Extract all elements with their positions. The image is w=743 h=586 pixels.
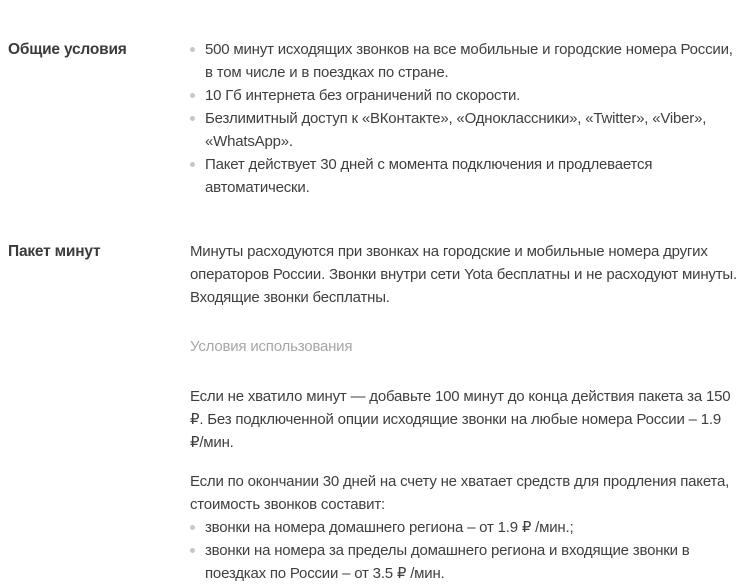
list-item xyxy=(190,107,738,153)
list-item xyxy=(190,84,738,107)
paragraph-minutes-usage: Минуты расходуются при звонках на городские и мобильные номера других операторов России. Звонки внутри сети Yota бесплатны и не расходуют минуты. Входящие звонки бесплатны. xyxy=(190,243,737,306)
bullet-icon xyxy=(190,116,195,121)
bullet-icon xyxy=(190,162,195,167)
subheading-usage-terms: Условия использования xyxy=(190,338,353,355)
section-heading-minutes: Пакет минут xyxy=(8,243,101,260)
section-minutes-package xyxy=(8,240,743,585)
section-heading-general: Общие условия xyxy=(8,41,127,58)
list-item-text: звонки на номера за пределы домашнего региона и входящие звонки в поездках по России – от 3.5 ₽ /мин. xyxy=(205,542,690,582)
list-item-text: Пакет действует 30 дней с момента подключения и продлевается автоматически. xyxy=(205,156,653,196)
bullet-icon xyxy=(190,548,195,553)
bullet-icon xyxy=(190,47,195,52)
general-conditions-content xyxy=(190,38,738,199)
list-item-text: 500 минут исходящих звонков на все мобильные и городские номера России, в том числе и в поездках по стране. xyxy=(205,41,733,81)
list-item xyxy=(190,516,738,539)
bullet-icon xyxy=(190,525,195,530)
paragraph-add-minutes-option: Если не хватило минут — добавьте 100 минут до конца действия пакета за 150 ₽. Без подключенной опции исходящие звонки на любые номера России – 1.9 ₽/мин. xyxy=(190,388,731,451)
list-item xyxy=(190,38,738,84)
minutes-package-content xyxy=(190,240,738,585)
list-item-text: звонки на номера домашнего региона – от 1.9 ₽ /мин.; xyxy=(205,519,574,536)
list-item-text: Безлимитный доступ к «ВКонтакте», «Одноклассники», «Twitter», «Viber», «WhatsApp». xyxy=(205,110,707,150)
list-item xyxy=(190,539,738,585)
paragraph-renewal-conditions: Если по окончании 30 дней на счету не хватает средств для продления пакета, стоимость звонков составит: xyxy=(190,473,730,513)
general-conditions-list xyxy=(190,38,738,199)
call-rates-list xyxy=(190,516,738,585)
list-item-text: 10 Гб интернета без ограничений по скорости. xyxy=(205,87,521,104)
bullet-icon xyxy=(190,93,195,98)
section-general-conditions xyxy=(8,38,743,199)
list-item xyxy=(190,153,738,199)
